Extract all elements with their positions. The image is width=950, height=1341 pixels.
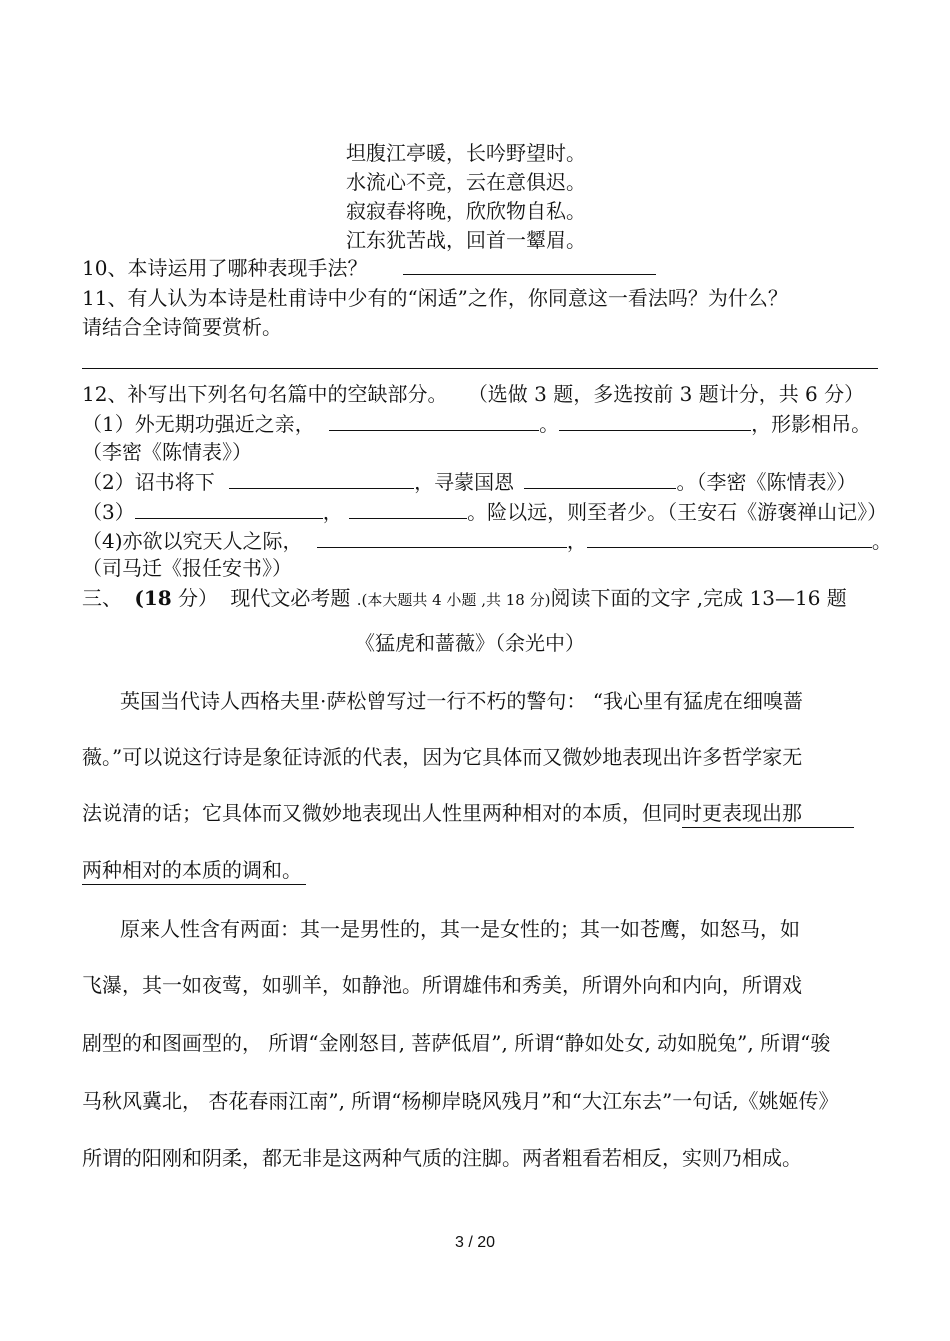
question-12-note: （选做 3 题，多选按前 3 题计分，共 6 分） — [467, 382, 865, 406]
section-3-title: 现代文必考题 — [230, 586, 351, 610]
blank-q12-4a[interactable] — [317, 527, 567, 548]
para1-line-4-underlined: 两种相对的本质的调和。 — [82, 858, 306, 885]
q12-item-3 — [82, 498, 887, 525]
q12-item-1-source: （李密《陈情表》） — [82, 440, 252, 464]
answer-blank-q10[interactable] — [403, 274, 656, 275]
section-3-prefix: 三、 — [82, 586, 122, 610]
q12-item-4-c: 。 — [871, 529, 892, 553]
q12-item-2-b: ，寻蒙国恩 — [414, 470, 515, 494]
q12-item-4-source: （司马迁《报任安书》） — [82, 556, 292, 580]
q12-item-3-b: ， — [322, 500, 343, 524]
blank-q12-1b[interactable] — [559, 410, 751, 431]
para2-line-5: 所谓的阳刚和阴柔，都无非是这两种气质的注脚。两者粗看若相反，实则乃相成。 — [82, 1146, 802, 1170]
blank-q12-3a[interactable] — [135, 498, 323, 519]
section-3-note: .(本大题共 4 小题 ,共 18 分) — [356, 591, 551, 609]
page-number: 3 / 20 — [455, 1234, 496, 1251]
section-3-instruction: 阅读下面的文字 ,完成 13—16 题 — [550, 586, 847, 610]
poem-line-1: 坦腹江亭暖，长吟野望时。 — [346, 141, 586, 165]
q12-item-1-c: ，形影相吊。 — [751, 412, 872, 436]
blank-q12-2b[interactable] — [524, 468, 676, 489]
para1-line-1: 英国当代诗人西格夫里·萨松曾写过一行不朽的警句： “我心里有猛虎在细嗅蔷 — [120, 689, 803, 713]
q12-item-4 — [82, 527, 892, 554]
blank-q12-1a[interactable] — [329, 410, 539, 431]
section-3-score: (18 — [134, 586, 172, 610]
para2-line-1: 原来人性含有两面：其一是男性的，其一是女性的；其一如苍鹰，如怒马，如 — [120, 917, 800, 941]
poem-line-4: 江东犹苦战，回首一颦眉。 — [346, 228, 586, 252]
section-3-score-unit: 分） — [178, 586, 219, 610]
section-3-header — [82, 585, 847, 613]
blank-q12-2a[interactable] — [229, 468, 414, 489]
question-10 — [82, 255, 367, 281]
q12-item-3-c: 。险以远，则至者少。（王安石《游褒禅山记》） — [467, 500, 888, 524]
para1-line-2: 薇。”可以说这行诗是象征诗派的代表，因为它具体而又微妙地表现出许多哲学家无 — [82, 745, 803, 769]
q12-item-1 — [82, 410, 871, 437]
q12-item-1-b: 。 — [539, 412, 560, 436]
para2-line-2: 飞瀑，其一如夜莺，如驯羊，如静池。所谓雄伟和秀美，所谓外向和内向，所谓戏 — [82, 973, 802, 997]
question-12-text: 12、补写出下列名句名篇中的空缺部分。 — [82, 382, 448, 406]
blank-q12-3b[interactable] — [349, 498, 467, 519]
para2-line-4: 马秋风冀北， 杏花春雨江南”, 所谓“杨柳岸晓风残月”和“大江东去”一句话,《姚姬传》 — [82, 1089, 839, 1113]
para1-line-3a: 法说清的话；它具体而又微妙地表现出人性里两种相对的本质，但同 — [82, 801, 682, 825]
question-11-line-1: 11、有人认为本诗是杜甫诗中少有的“闲适”之作，你同意这一看法吗？为什么？ — [82, 286, 788, 310]
article-title: 《猛虎和蔷薇》（余光中） — [355, 631, 585, 655]
q12-item-2 — [82, 468, 856, 495]
blank-q12-4b[interactable] — [587, 527, 872, 548]
question-10-text: 10、本诗运用了哪种表现手法？ — [82, 256, 368, 280]
poem-line-2: 水流心不竞，云在意俱迟。 — [346, 170, 586, 194]
q12-item-1-a: （1）外无期功强近之亲， — [82, 412, 315, 436]
answer-line-q11[interactable] — [82, 368, 878, 369]
para1-line-4 — [82, 857, 306, 883]
question-11-line-2: 请结合全诗简要赏析。 — [82, 315, 282, 339]
para1-line-3-underlined: 时更表现出那 — [682, 801, 854, 828]
poem-line-3: 寂寂春将晚，欣欣物自私。 — [346, 199, 586, 223]
para2-line-3: 剧型的和图画型的， 所谓“金刚怒目, 菩萨低眉”, 所谓“静如处女, 动如脱兔”, 所谓“骏 — [82, 1031, 831, 1055]
q12-item-4-a: （4)亦欲以究天人之际， — [82, 529, 303, 553]
q12-item-4-b: ， — [566, 529, 587, 553]
para1-line-3 — [82, 800, 854, 826]
q12-item-2-c: 。（李密《陈情表》） — [676, 470, 857, 494]
q12-item-2-a: （2）诏书将下 — [82, 470, 215, 494]
question-12-heading — [82, 381, 864, 407]
q12-item-3-a: （3） — [82, 500, 135, 524]
